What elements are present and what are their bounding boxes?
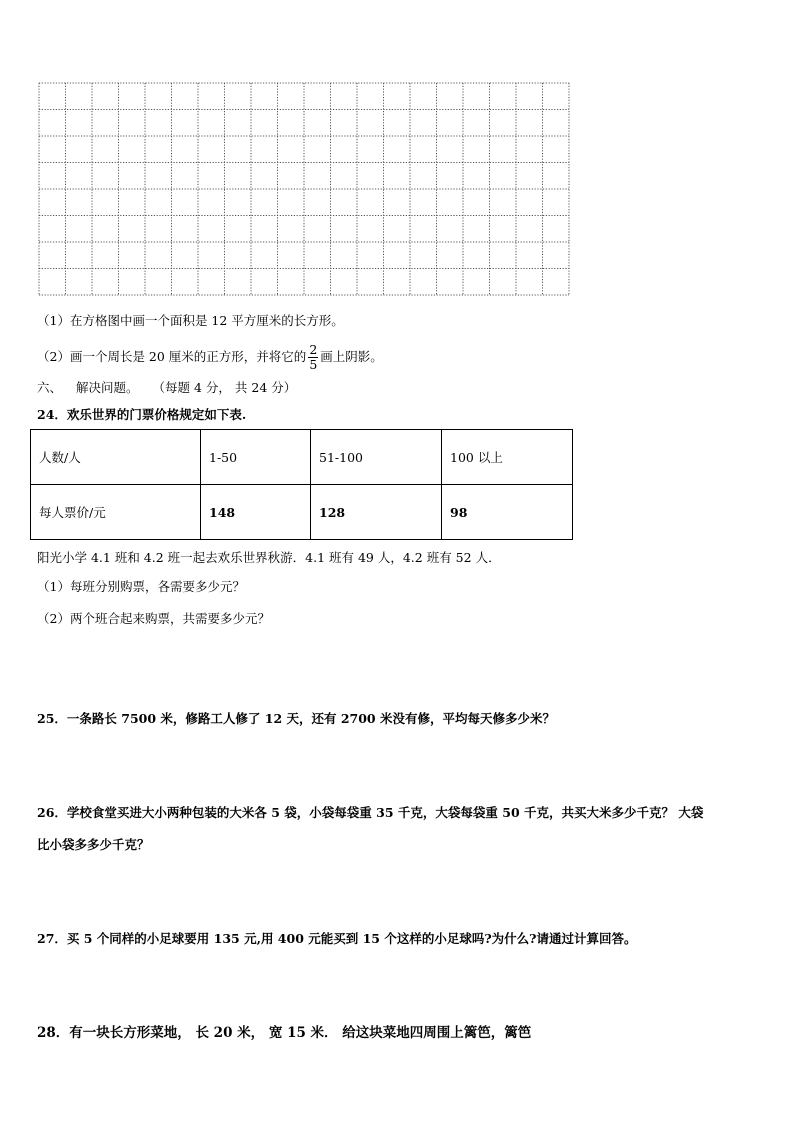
q23-part2-text: （2）画一个周长是 20 厘米的正方形，并将它的 bbox=[37, 349, 307, 364]
q24-info: 阳光小学 4.1 班和 4.2 班一起去欢乐世界秋游．4.1 班有 49 人，4.2 班有 52 人． bbox=[37, 550, 501, 565]
section-6-note: （每题 4 分， 共 24 分） bbox=[152, 380, 297, 395]
drawing-grid[interactable] bbox=[38, 82, 570, 297]
q26-line2: 比小袋多多少千克？ bbox=[37, 837, 150, 852]
q24-part2: （2）两个班合起来购票，共需要多少元？ bbox=[37, 611, 270, 626]
table-cell: 98 bbox=[442, 485, 573, 540]
table-cell: 100 以上 bbox=[442, 430, 573, 485]
table-cell: 128 bbox=[311, 485, 442, 540]
section-6-title: 解决问题。 bbox=[76, 380, 139, 395]
fraction-two-fifths bbox=[308, 343, 318, 372]
q27: 27．买 5 个同样的小足球要用 135 元,用 400 元能买到 15 个这样的小足球吗?为什么?请通过计算回答。 bbox=[37, 931, 637, 946]
fraction-numerator: 2 bbox=[309, 342, 318, 357]
q26-line1: 26．学校食堂买进大小两种包装的大米各 5 袋，小袋每袋重 35 千克，大袋每袋重 50 千克，共买大米多少千克？ 大袋 bbox=[37, 805, 704, 820]
fraction-denominator: 5 bbox=[309, 357, 318, 372]
q25: 25．一条路长 7500 米，修路工人修了 12 天，还有 2700 米没有修，平均每天修多少米？ bbox=[37, 711, 555, 726]
q23-part1: （1）在方格图中画一个面积是 12 平方厘米的长方形。 bbox=[37, 313, 344, 328]
q24-stem: 24．欢乐世界的门票价格规定如下表. bbox=[37, 407, 247, 422]
table-cell: 每人票价/元 bbox=[31, 485, 201, 540]
ticket-price-table bbox=[30, 429, 573, 540]
table-cell: 51-100 bbox=[311, 430, 442, 485]
section-6-number: 六、 bbox=[37, 380, 63, 395]
table-cell: 148 bbox=[201, 485, 311, 540]
table-cell: 人数/人 bbox=[31, 430, 201, 485]
q28: 28．有一块长方形菜地， 长 20 米， 宽 15 米． 给这块菜地四周围上篱笆，篱笆 bbox=[37, 1025, 532, 1041]
q23-part2 bbox=[37, 340, 383, 374]
q23-part2-text-end: 画上阴影。 bbox=[320, 349, 383, 364]
section-6-heading bbox=[37, 380, 296, 396]
table-row bbox=[31, 430, 573, 485]
q24-part1: （1）每班分别购票，各需要多少元？ bbox=[37, 579, 245, 594]
table-cell: 1-50 bbox=[201, 430, 311, 485]
table-row bbox=[31, 485, 573, 540]
